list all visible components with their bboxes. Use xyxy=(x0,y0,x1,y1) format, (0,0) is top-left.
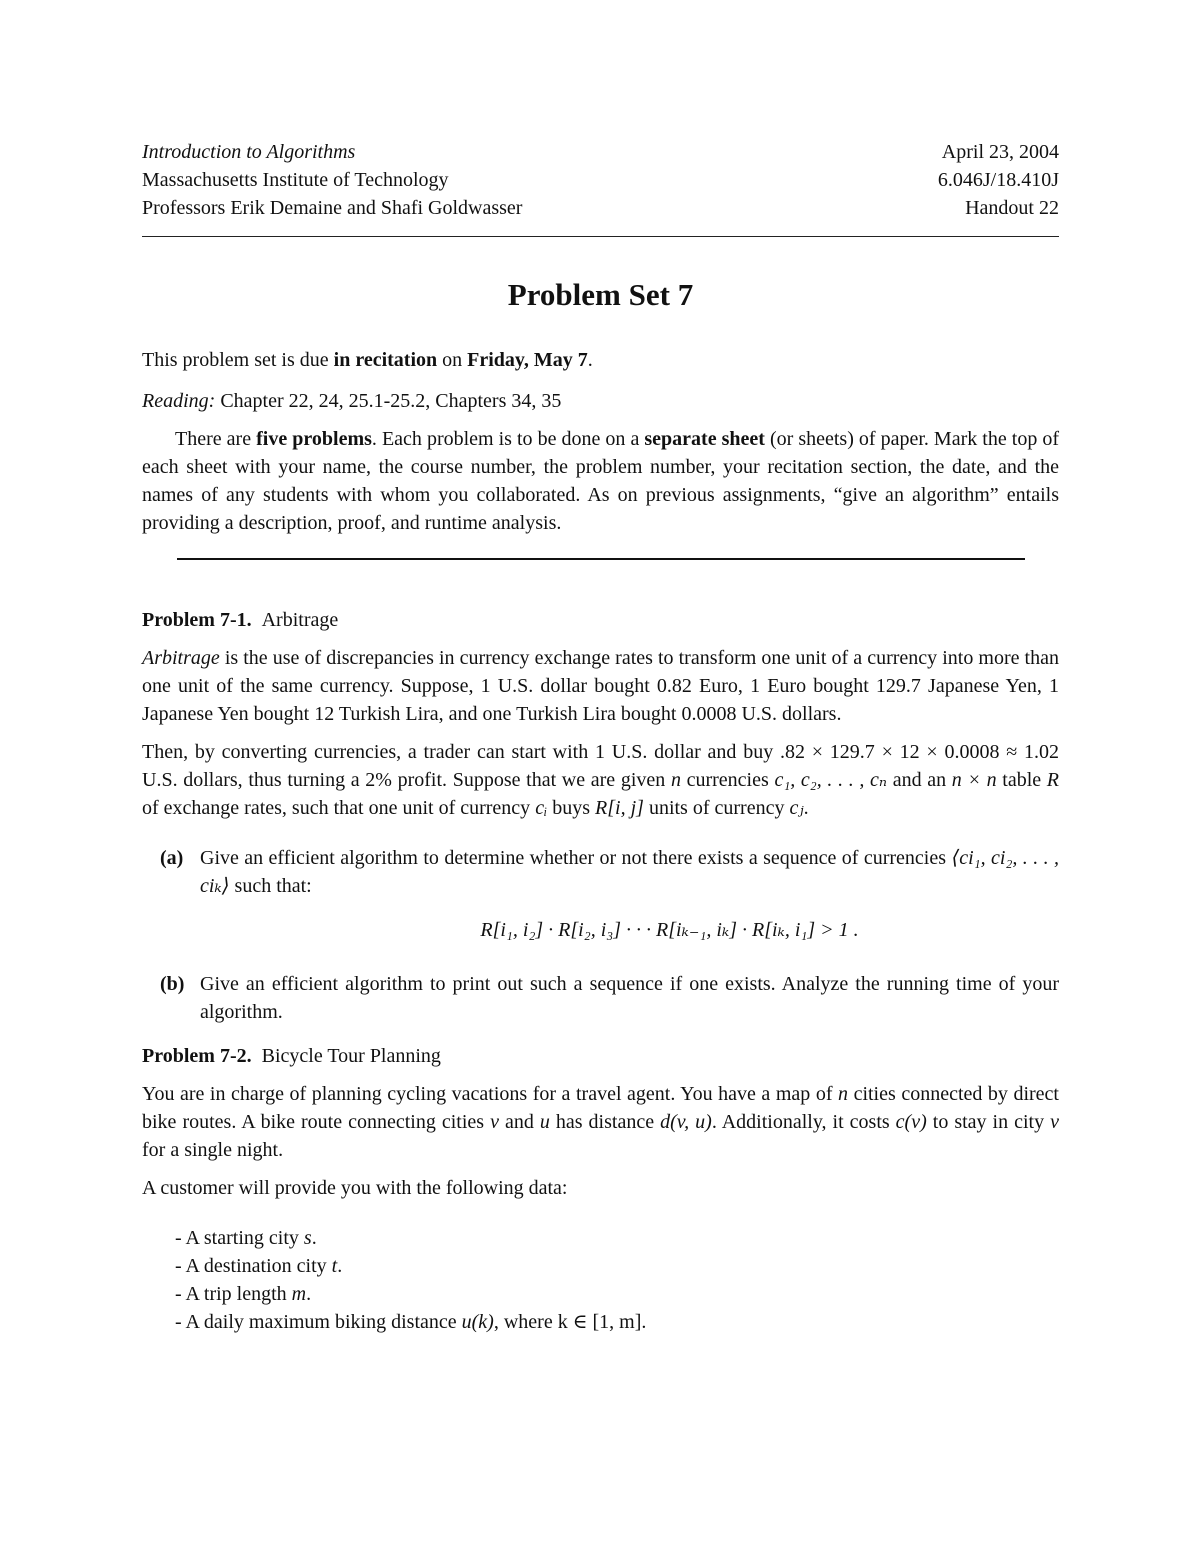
instructions-paragraph: There are five problems. Each problem is to be done on a separate sheet (or sheets) of paper. Mark the top of each sheet with your name, the course number, the problem number, your recitation section, the date, and the names of any students with whom you collaborated. As on previous assignments, “give an algorithm” entails providing a description, proof, and runtime analysis. xyxy=(142,428,1060,534)
institute-name: Massachusetts Institute of Technology xyxy=(142,169,449,191)
part-a: (a) Give an efficient algorithm to determine whether or not there exists a sequence of currencies ⟨ci₁, ci₂, . . . , ciₖ⟩ such that: R[i₁, i₂] · R[i₂, i₃] · · · R[iₖ₋₁, iₖ] · R[iₖ, i₁] > 1 . xyxy=(142,844,1059,960)
document-page xyxy=(142,138,1059,1336)
reading-line: Reading: Chapter 22, 24, 25.1-25.2, Chapters 34, 35 xyxy=(142,390,562,412)
page-title: Problem Set 7 xyxy=(507,277,694,312)
due-line: This problem set is due in recitation on Friday, May 7. xyxy=(142,349,593,371)
problem-1-heading: Problem 7-1. Arbitrage xyxy=(142,609,339,631)
problem-1-parts xyxy=(142,844,1059,1026)
handout-number: Handout 22 xyxy=(965,197,1059,219)
list-item: - A daily maximum biking distance u(k), where k ∈ [1, m]. xyxy=(175,1311,647,1333)
problem-2-paragraph-2: A customer will provide you with the following data: xyxy=(142,1177,568,1199)
list-item: - A starting city s. xyxy=(175,1227,317,1249)
header-row-1 xyxy=(142,138,1059,166)
header-row-3 xyxy=(142,194,1059,222)
problem-2-heading: Problem 7-2. Bicycle Tour Planning xyxy=(142,1045,441,1067)
problem-1-paragraph-1: Arbitrage is the use of discrepancies in currency exchange rates to transform one unit of a currency into more than one unit of the same currency. Suppose, 1 U.S. dollar bought 0.82 Euro, 1 Euro bought 129.7 Japanese Yen, 1 Japanese Yen bought 12 Turkish Lira, and one Turkish Lira bought 0.0008 U.S. dollars. xyxy=(142,647,1059,725)
header-divider xyxy=(142,236,1059,237)
header-row-2 xyxy=(142,166,1059,194)
list-item: - A trip length m. xyxy=(175,1283,312,1305)
problem-1-paragraph-2: Then, by converting currencies, a trader can start with 1 U.S. dollar and buy .82 × 129.7 × 12 × 0.0008 ≈ 1.02 U.S. dollars, thus turning a 2% profit. Suppose that we are given n currencies c₁, c₂, . . . , cₙ and an n × n table R of exchange rates, such that one unit of currency cᵢ buys R[i, j] units of currency cⱼ. xyxy=(142,741,1060,819)
customer-data-list xyxy=(142,1224,1059,1336)
arbitrage-inequality: R[i₁, i₂] · R[i₂, i₃] · · · R[iₖ₋₁, iₖ] · R[iₖ, i₁] > 1 . xyxy=(480,919,859,941)
part-b: (b) Give an efficient algorithm to print out such a sequence if one exists. Analyze the running time of your algorithm. xyxy=(142,970,1059,1026)
course-number: 6.046J/18.410J xyxy=(937,169,1059,191)
part-a-label: (a) xyxy=(160,847,184,869)
list-item: - A destination city t. xyxy=(175,1255,343,1277)
part-b-label: (b) xyxy=(160,973,185,995)
professors: Professors Erik Demaine and Shafi Goldwasser xyxy=(142,197,523,219)
course-name: Introduction to Algorithms xyxy=(142,141,356,163)
handout-date: April 23, 2004 xyxy=(941,141,1059,163)
problem-2-paragraph-1: You are in charge of planning cycling vacations for a travel agent. You have a map of n cities connected by direct bike routes. A bike route connecting cities v and u has distance d(v, u). Additionally, it costs c(v) to stay in city v for a single night. xyxy=(142,1083,1059,1161)
section-divider xyxy=(177,558,1025,560)
